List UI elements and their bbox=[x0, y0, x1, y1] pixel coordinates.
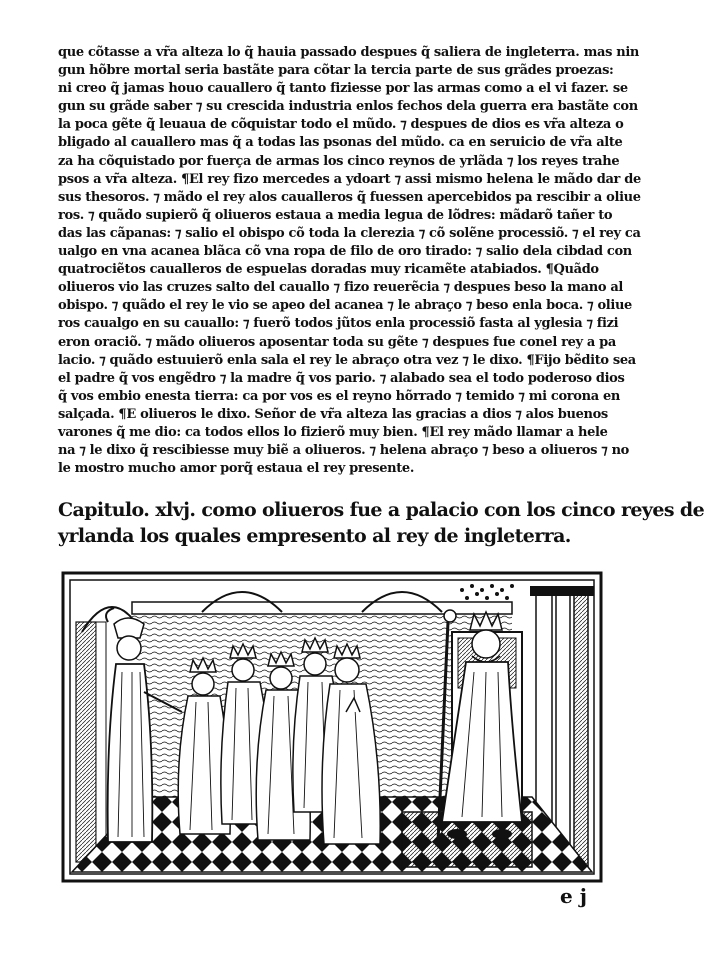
text-line: gun su grãde saber ⁊ su crescida industria enlos fechos dela guerra era bastãte con bbox=[58, 99, 638, 115]
text-line: quatrociẽtos caualleros de espuelas doradas muy ricamẽte atabiados. ¶Quãdo bbox=[58, 262, 599, 278]
text-line: sus thesoros. ⁊ mãdo el rey alos caualleros q̃ fuessen apercebidos pa rescibir a oliue bbox=[58, 189, 641, 205]
text-line: el padre q̃ vos engẽdro ⁊ la madre q̃ vos pario. ⁊ alabado sea el todo poderoso dios bbox=[58, 370, 625, 386]
text-line: ni creo q̃ jamas houo cauallero q̃ tanto fiziesse por las armas como a el vi fazer. se bbox=[58, 81, 628, 97]
text-line: das las cãpanas: ⁊ salio el obispo cõ toda la clerezia ⁊ cõ solẽne processiõ. ⁊ el rey ca bbox=[58, 225, 641, 241]
chapter-heading bbox=[58, 497, 704, 549]
kneeling-kings-group bbox=[178, 638, 380, 844]
text-line: ros caualgo en su cauallo: ⁊ fuerõ todos jũtos enla processiõ fasta al yglesia ⁊ fizi bbox=[58, 316, 619, 332]
chapter-heading-line: Capitulo. xlvj. como oliueros fue a palacio con los cinco reyes de bbox=[58, 499, 704, 521]
text-line: q̃ vos embio enesta tierra: ca por vos es el reyno hõrrado ⁊ temido ⁊ mi corona en bbox=[58, 388, 620, 404]
text-line: salçada. ¶E oliueros le dixo. Señor de vr̃a alteza las gracias a dios ⁊ alos buenos bbox=[58, 406, 608, 422]
text-line: la poca gẽte q̃ leuaua de cõquistar todo el mũdo. ⁊ despues de dios es vr̃a alteza o bbox=[58, 117, 624, 133]
left-pillar bbox=[76, 622, 96, 862]
text-line: psos a vr̃a alteza. ¶El rey fizo mercedes a ydoart ⁊ assi mismo helena le mãdo dar de bbox=[58, 171, 641, 187]
text-line: ros. ⁊ quãdo supierõ q̃ oliueros estaua a media legua de lõdres: mãdarõ tañer to bbox=[58, 207, 613, 223]
text-line: ualgo en vna acanea blãca cõ vna ropa de filo de oro tirado: ⁊ salio dela cibdad con bbox=[58, 244, 632, 260]
text-line: varones q̃ me dio: ca todos ellos lo fizierõ muy bien. ¶El rey mãdo llamar a hele bbox=[58, 424, 608, 440]
chapter-heading-line: yrlanda los quales empresento al rey de ingleterra. bbox=[58, 525, 571, 547]
text-line: lacio. ⁊ quãdo estuuierõ enla sala el rey le abraço otra vez ⁊ le dixo. ¶Fijo bẽdito sea bbox=[58, 352, 636, 368]
text-line: eron oraciõ. ⁊ mãdo oliueros aposentar toda su gẽte ⁊ despues fue conel rey a pa bbox=[58, 334, 616, 350]
text-line: obispo. ⁊ quãdo el rey le vio se apeo del acanea ⁊ le abraço ⁊ beso enla boca. ⁊ oliue bbox=[58, 298, 632, 314]
text-line: oliueros vio las cruzes salto del cauallo ⁊ fizo reuerẽcia ⁊ despues beso la mano al bbox=[58, 280, 623, 296]
text-line: que cõtasse a vr̃a alteza lo q̃ hauia passado despues q̃ saliera de ingleterra. mas nin bbox=[58, 45, 640, 60]
body-text bbox=[58, 44, 641, 478]
signature-mark: e j bbox=[560, 884, 587, 908]
text-line: le mostro mucho amor porq̃ estaua el rey presente. bbox=[58, 461, 415, 477]
text-line: na ⁊ le dixo q̃ rescibiesse muy biẽ a oliueros. ⁊ helena abraço ⁊ beso a oliueros ⁊ no bbox=[58, 443, 629, 459]
text-line: gun hõbre mortal seria bastãte para cõtar la tercia parte de sus grãdes proezas: bbox=[58, 63, 614, 79]
text-line: bligado al cauallero mas q̃ a todas las psonas del mũdo. ca en seruicio de vr̃a alte bbox=[58, 135, 623, 151]
text-line: za ha cõquistado por fuerça de armas los cinco reynos de yrlãda ⁊ los reyes trahe bbox=[58, 153, 620, 169]
woodcut-illustration bbox=[62, 572, 602, 882]
